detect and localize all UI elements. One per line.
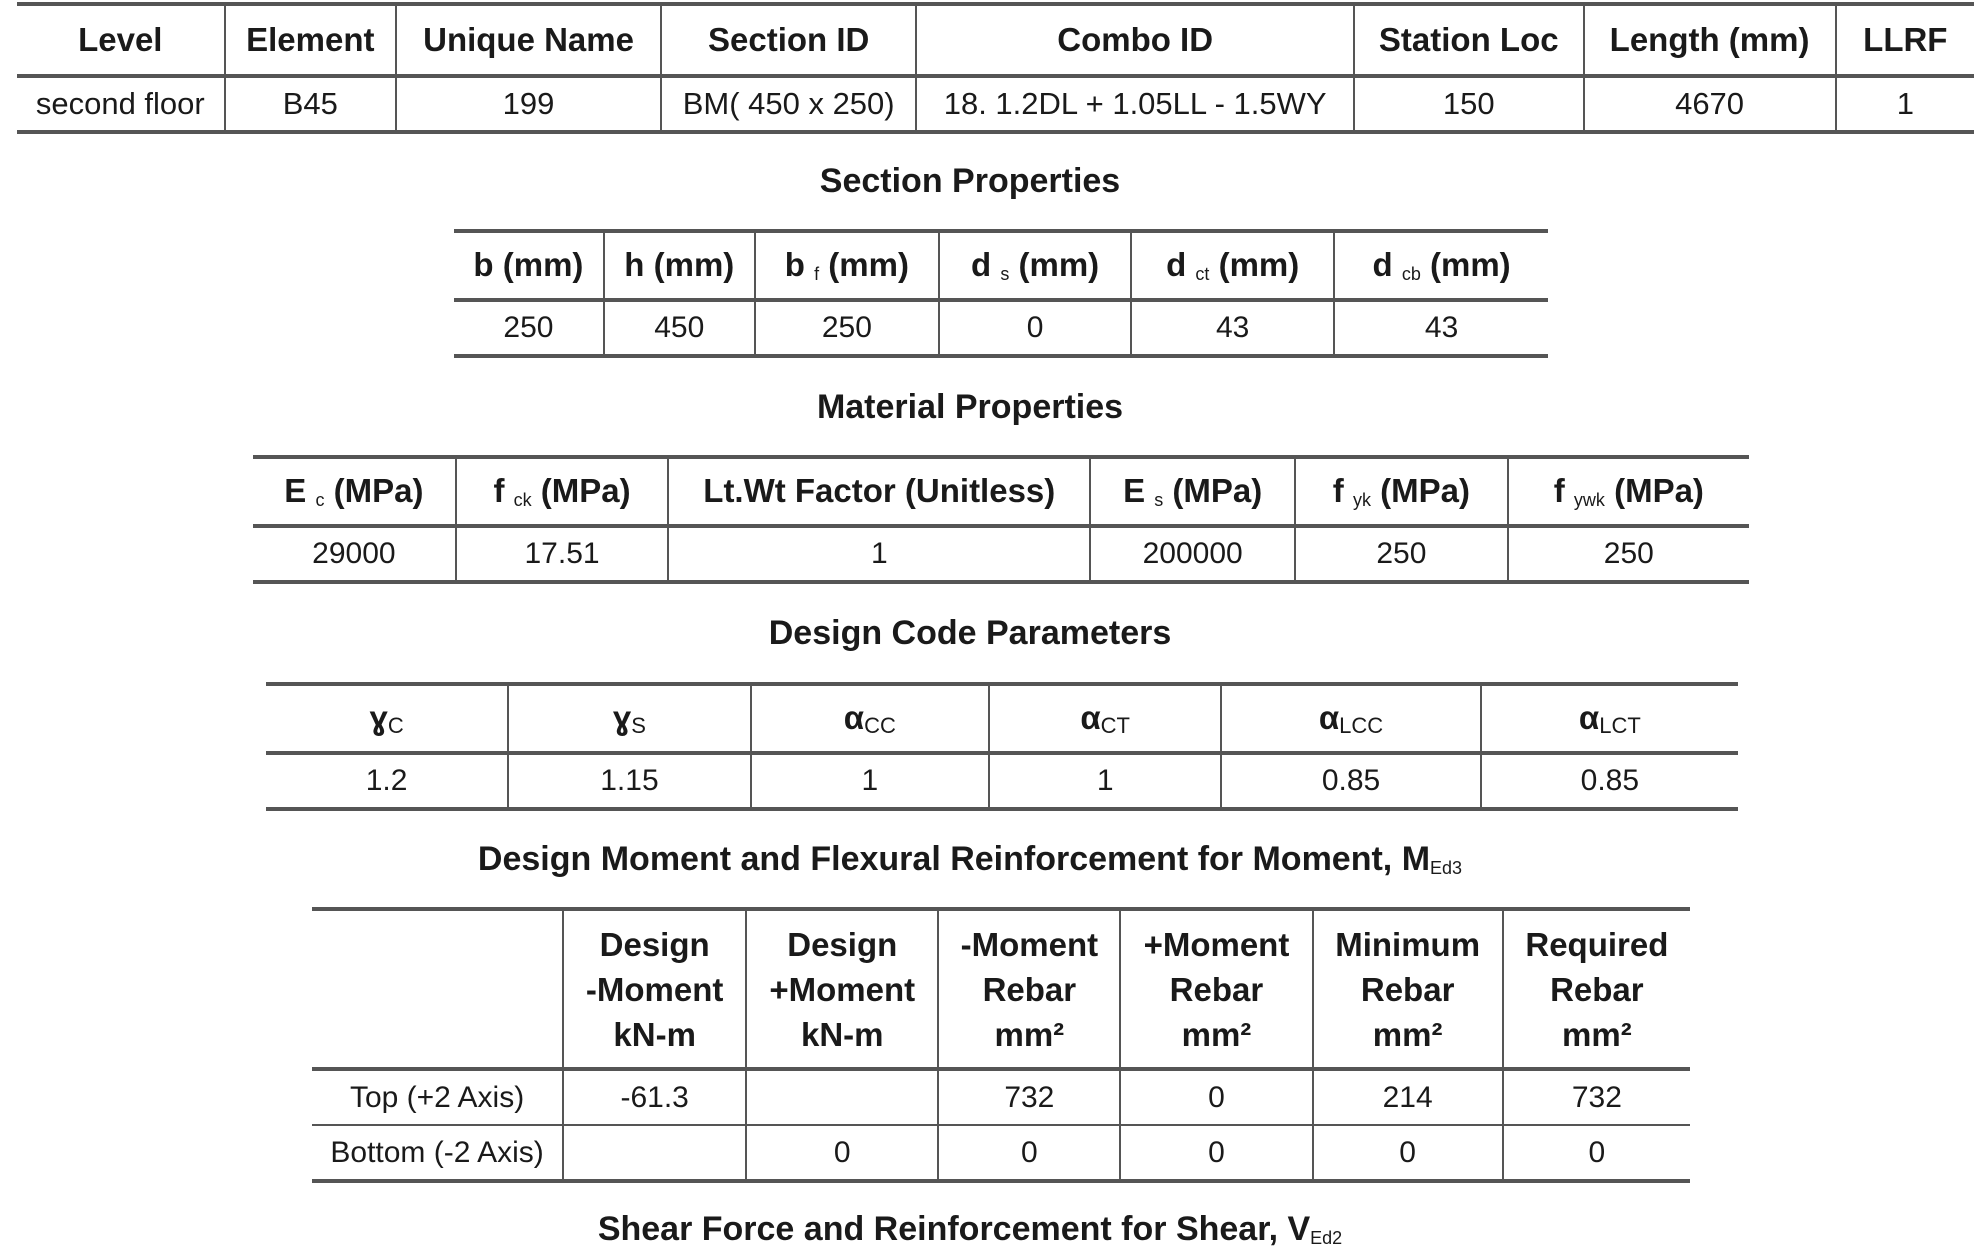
col-header-empty <box>312 909 563 1069</box>
col-header: b (mm) <box>454 231 604 300</box>
col-header: E $_c$ (MPa) <box>253 457 456 526</box>
cell: 4670 <box>1584 76 1836 132</box>
section-properties-table <box>454 229 1548 358</box>
cell: 199 <box>396 76 661 132</box>
design-code-parameters-table <box>266 682 1738 811</box>
cell: 43 <box>1334 300 1548 356</box>
cell: 214 <box>1313 1069 1503 1125</box>
beam-info-table <box>17 2 1974 134</box>
col-header: Design -Moment kN-m <box>563 909 746 1069</box>
col-header: b $_f$ (mm) <box>755 231 939 300</box>
row-label: Top (+2 Axis) <box>312 1069 563 1125</box>
cell: 1 <box>668 526 1090 582</box>
col-header: f $_{ck}$ (MPa) <box>456 457 669 526</box>
cell: BM( 450 x 250) <box>661 76 916 132</box>
col-header: Length (mm) <box>1584 4 1836 76</box>
col-header: +Moment Rebar mm² <box>1120 909 1312 1069</box>
col-header: Combo ID <box>916 4 1354 76</box>
cell: 250 <box>454 300 604 356</box>
col-header: $\alpha_{CT}$ <box>989 684 1221 753</box>
col-header: $\alpha_{LCC}$ <box>1221 684 1480 753</box>
material-properties-table <box>253 455 1749 584</box>
col-header: f $_{ywk}$ (MPa) <box>1508 457 1749 526</box>
col-header: Lt.Wt Factor (Unitless) <box>668 457 1090 526</box>
col-header: ɣ$_S$ <box>508 684 750 753</box>
cell: 1.2 <box>266 753 508 809</box>
cell: 29000 <box>253 526 456 582</box>
cell: 0 <box>746 1125 938 1181</box>
design-moment-table <box>312 907 1690 1183</box>
header-row <box>454 231 1548 300</box>
table-row <box>312 1069 1690 1125</box>
col-header: Minimum Rebar mm² <box>1313 909 1503 1069</box>
cell: B45 <box>225 76 396 132</box>
col-header: h (mm) <box>604 231 755 300</box>
cell: 0 <box>938 1125 1120 1181</box>
col-header: ɣ$_C$ <box>266 684 508 753</box>
header-row <box>253 457 1749 526</box>
table-row <box>454 300 1548 356</box>
table-row <box>312 1125 1690 1181</box>
cell: 0 <box>1120 1125 1312 1181</box>
cell: 250 <box>755 300 939 356</box>
col-header: LLRF <box>1836 4 1974 76</box>
shear-title: Shear Force and Reinforcement for Shear, $V_{Ed2}$ <box>597 1210 1343 1248</box>
cell: 1 <box>989 753 1221 809</box>
col-header: -Moment Rebar mm² <box>938 909 1120 1069</box>
header-row <box>312 909 1690 1069</box>
cell: 18. 1.2DL + 1.05LL - 1.5WY <box>916 76 1354 132</box>
section-properties-title: Section Properties <box>819 162 1121 200</box>
cell: 0 <box>1313 1125 1503 1181</box>
row-label: Bottom (-2 Axis) <box>312 1125 563 1181</box>
material-properties-title: Material Properties <box>816 388 1124 426</box>
col-header: E $_s$ (MPa) <box>1090 457 1295 526</box>
table-row <box>253 526 1749 582</box>
col-header: Required Rebar mm² <box>1503 909 1690 1069</box>
design-code-parameters-title: Design Code Parameters <box>768 614 1172 652</box>
cell: 450 <box>604 300 755 356</box>
col-header: Element <box>225 4 396 76</box>
col-header: Station Loc <box>1354 4 1583 76</box>
cell: 0 <box>1120 1069 1312 1125</box>
header-row <box>266 684 1738 753</box>
cell: 1 <box>1836 76 1974 132</box>
col-header: Level <box>17 4 225 76</box>
cell: 0.85 <box>1481 753 1738 809</box>
col-header: $\alpha_{CC}$ <box>751 684 989 753</box>
col-header: Design +Moment kN-m <box>746 909 938 1069</box>
cell: 150 <box>1354 76 1583 132</box>
header-row <box>17 4 1974 76</box>
table-row <box>266 753 1738 809</box>
col-header: d $_{ct}$ (mm) <box>1131 231 1334 300</box>
col-header: $\alpha_{LCT}$ <box>1481 684 1738 753</box>
cell: 17.51 <box>456 526 669 582</box>
cell <box>746 1069 938 1125</box>
cell: 0 <box>939 300 1131 356</box>
cell: 1.15 <box>508 753 750 809</box>
cell: 250 <box>1508 526 1749 582</box>
cell: 732 <box>938 1069 1120 1125</box>
col-header: d $_s$ (mm) <box>939 231 1131 300</box>
col-header: Unique Name <box>396 4 661 76</box>
design-moment-title: Design Moment and Flexural Reinforcement for Moment, $M_{Ed3}$ <box>477 840 1463 878</box>
col-header: Section ID <box>661 4 916 76</box>
cell: 1 <box>751 753 989 809</box>
cell: 43 <box>1131 300 1334 356</box>
cell: second floor <box>17 76 225 132</box>
cell: 0.85 <box>1221 753 1480 809</box>
cell: 250 <box>1295 526 1508 582</box>
col-header: d $_{cb}$ (mm) <box>1334 231 1548 300</box>
cell: 732 <box>1503 1069 1690 1125</box>
col-header: f $_{yk}$ (MPa) <box>1295 457 1508 526</box>
table-row <box>17 76 1974 132</box>
cell: 0 <box>1503 1125 1690 1181</box>
cell: -61.3 <box>563 1069 746 1125</box>
cell <box>563 1125 746 1181</box>
cell: 200000 <box>1090 526 1295 582</box>
